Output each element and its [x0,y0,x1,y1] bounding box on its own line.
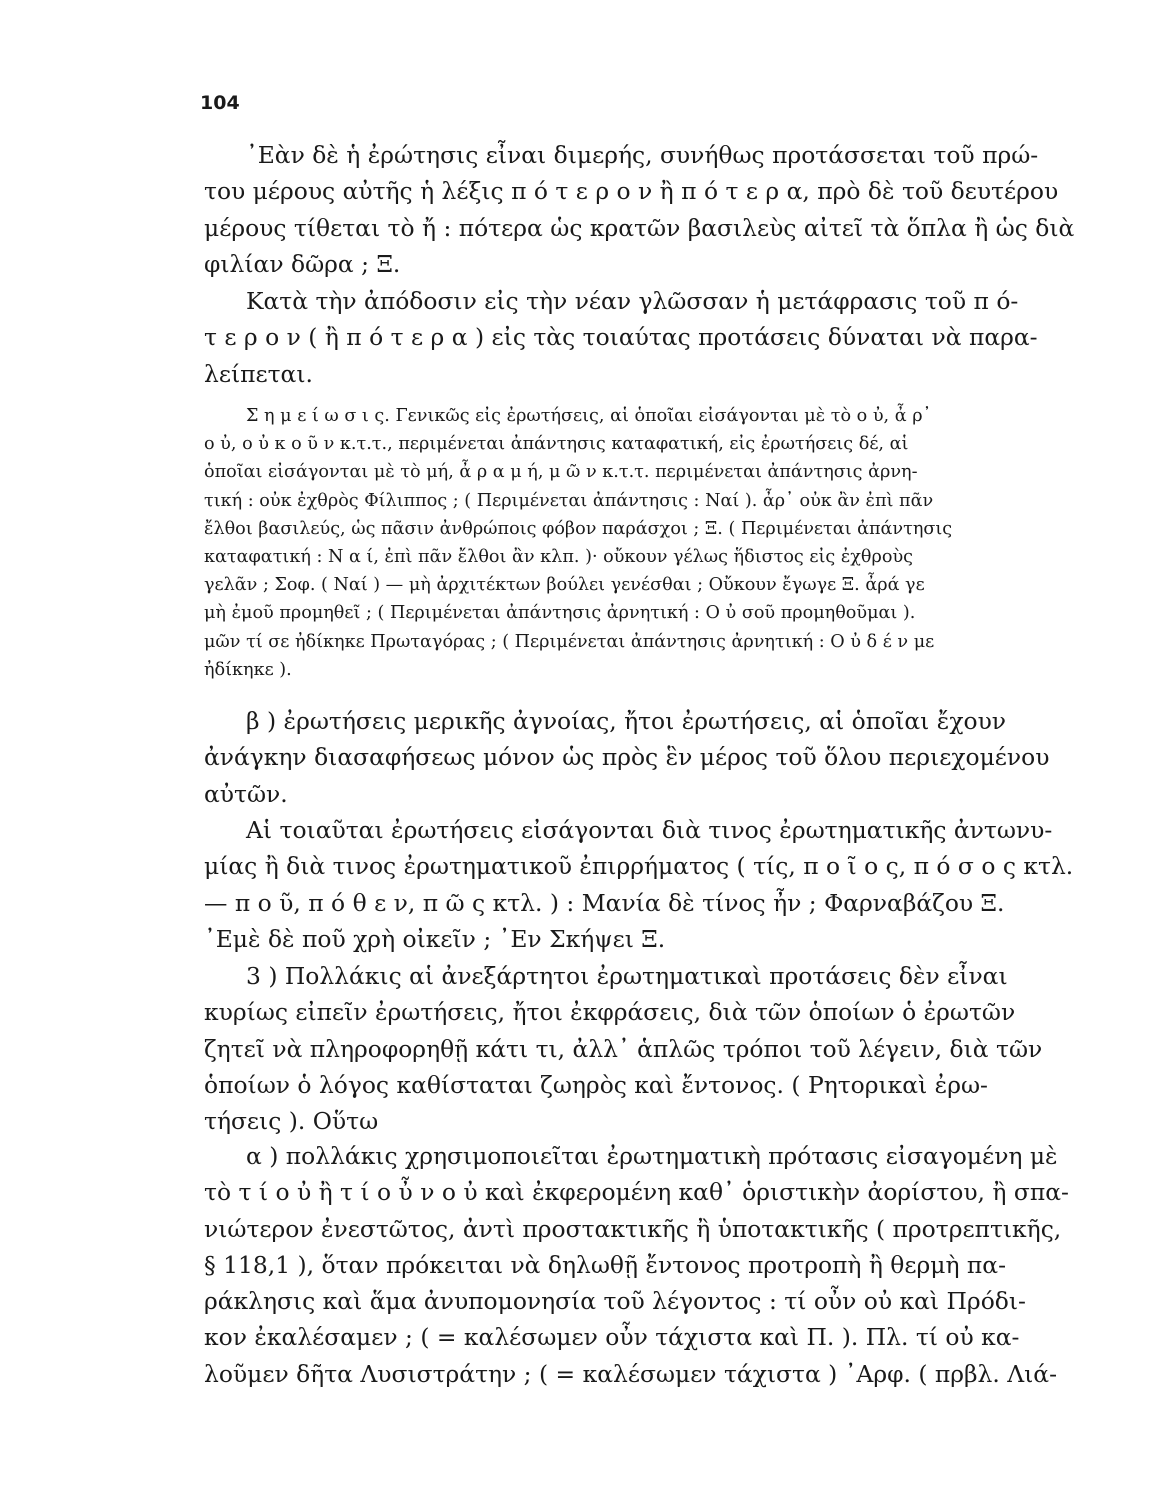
text-line: ἠδίκηκε ). [204,659,292,680]
text-line: ἔλθοι βασιλεύς, ὡς πᾶσιν ἀνθρώποις φόβον παράσχοι ; Ξ. ( Περιμένεται ἀπάντησις [204,518,953,539]
text-line: ζητεῖ νὰ πληροφορηθῇ κάτι τι, ἀλλ᾽ ἁπλῶς τρόποι τοῦ λέγειν, διὰ τῶν [204,1034,1043,1063]
text-line: ἀνάγκην διασαφήσεως μόνον ὡς πρὸς ἓν μέρος τοῦ ὅλου περιεχομένου [204,743,1050,772]
text-line: καταφατική : Ν α ί, ἐπὶ πᾶν ἔλθοι ἂν κλπ. )· οὔκουν γέλως ἥδιστος εἰς ἐχθροὺς [204,547,914,568]
text-line: κυρίως εἰπεῖν ἐρωτήσεις, ἤτοι ἐκφράσεις, διὰ τῶν ὁποίων ὁ ἐρωτῶν [204,998,1016,1027]
text-block-para-beta [204,703,1118,812]
text-line: β ) ἐρωτήσεις μερικῆς ἀγνοίας, ἤτοι ἐρωτήσεις, αἱ ὁποῖαι ἔχουν [246,707,1007,735]
text-line: αὐτῶν. [204,779,288,808]
text-line: μίας ἢ διὰ τινος ἐρωτηματικοῦ ἐπιρρήματος ( τίς, π ο ῖ ο ς, π ό σ ο ς κτλ. [204,852,1074,881]
text-line: ὁποῖαι εἰσάγονται μὲ τὸ μή, ἆ ρ α μ ή, μ ῶ ν κ.τ.τ. περιμένεται ἀπάντησις ἀρνη- [204,462,918,483]
text-line: νιώτερον ἐνεστῶτος, ἀντὶ προστακτικῆς ἢ ὑποτακτικῆς ( προτρεπτικῆς, [204,1214,1062,1243]
text-block-para-3 [204,958,1118,1139]
text-line: γελᾶν ; Σοφ. ( Ναί ) — μὴ ἀρχιτέκτων βούλει γενέσθαι ; Οὔκουν ἔγωγε Ξ. ἆρά γε [204,575,925,596]
text-line: κον ἐκαλέσαμεν ; ( = καλέσωμεν οὖν τάχιστα καὶ Π. ). Πλ. τί οὐ κα- [204,1323,1020,1352]
text-line: ὁποίων ὁ λόγος καθίσταται ζωηρὸς καὶ ἔντονος. ( Ρητορικαὶ ἐρω- [204,1070,988,1099]
text-block-para-2 [204,283,1118,392]
text-line: τὸ τ ί ο ὐ ἢ τ ί ο ὖ ν ο ὐ καὶ ἐκφερομένη καθ᾽ ὁριστικὴν ἀορίστου, ἢ σπα- [204,1178,1069,1207]
text-line: τική : οὐκ ἐχθρὸς Φίλιππος ; ( Περιμένεται ἀπάντησις : Ναί ). ἆρ᾽ οὐκ ἂν ἐπὶ πᾶν [204,490,934,511]
text-line: λοῦμεν δῆτα Λυσιστράτην ; ( = καλέσωμεν τάχιστα ) ᾽Αρφ. ( πρβλ. Λιά- [204,1359,1057,1388]
text-line: τήσεις ). Οὕτω [204,1107,379,1136]
text-line: φιλίαν δῶρα ; Ξ. [204,249,401,278]
page-number: 104 [200,92,240,114]
text-block-para-1 [204,137,1118,282]
text-line: ᾽Εὰν δὲ ἡ ἐρώτησις εἶναι διμερής, συνήθως προτάσσεται τοῦ πρώ- [246,141,1039,169]
text-line: α ) πολλάκις χρησιμοποιεῖται ἐρωτηματικὴ πρότασις εἰσαγομένη μὲ [246,1142,1058,1170]
text-line: Αἱ τοιαῦται ἐρωτήσεις εἰσάγονται διὰ τινος ἐρωτηματικῆς ἀντωνυ- [246,816,1053,844]
text-line: § 118,1 ), ὅταν πρόκειται νὰ δηλωθῇ ἔντονος προτροπὴ ἢ θερμὴ πα- [204,1250,1006,1279]
text-line: 3 ) Πολλάκις αἱ ἀνεξάρτητοι ἐρωτηματικαὶ προτάσεις δὲν εἶναι [246,962,1008,990]
text-block-para-alpha [204,1138,1118,1392]
text-line: λείπεται. [204,359,313,388]
text-line: ο ὐ, ο ὐ κ ο ῦ ν κ.τ.τ., περιμένεται ἀπάντησις καταφατική, εἰς ἐρωτήσεις δέ, αἱ [204,434,909,455]
text-line: ράκλησις καὶ ἅμα ἀνυπομονησία τοῦ λέγοντος : τί οὖν οὐ καὶ Πρόδι- [204,1287,1026,1316]
text-line: μῶν τί σε ἠδίκηκε Πρωταγόρας ; ( Περιμένεται ἀπάντησις ἀρνητική : Ο ὐ δ έ ν με [204,631,935,652]
text-line: του μέρους αὐτῆς ἡ λέξις π ό τ ε ρ ο ν ἢ π ό τ ε ρ α, πρὸ δὲ τοῦ δευτέρου [204,177,1059,206]
text-line: τ ε ρ ο ν ( ἢ π ό τ ε ρ α ) εἰς τὰς τοιαύτας προτάσεις δύναται νὰ παρα- [204,323,1038,352]
text-line: μὴ ἐμοῦ προμηθεῖ ; ( Περιμένεται ἀπάντησις ἀρνητική : Ο ὐ σοῦ προμηθοῦμαι ). [204,603,916,624]
text-line: μέρους τίθεται τὸ ἤ : πότερα ὡς κρατῶν βασιλεὺς αἰτεῖ τὰ ὅπλα ἢ ὡς διὰ [204,213,1075,242]
text-block-note [204,402,1118,684]
text-line: Κατὰ τὴν ἀπόδοσιν εἰς τὴν νέαν γλῶσσαν ἡ μετάφρασις τοῦ π ό- [246,287,1019,315]
text-line: ᾽Εμὲ δὲ ποῦ χρὴ οἰκεῖν ; ᾽Εν Σκήψει Ξ. [204,924,666,953]
text-line: — π ο ῦ, π ό θ ε ν, π ῶ ς κτλ. ) : Μανία δὲ τίνος ἦν ; Φαρναβάζου Ξ. [204,888,1005,917]
text-block-para-4 [204,812,1118,957]
text-line: Σ η μ ε ί ω σ ι ς. Γενικῶς εἰς ἐρωτήσεις, αἱ ὁποῖαι εἰσάγονται μὲ τὸ ο ὐ, ἆ ρ᾽ [246,406,932,426]
